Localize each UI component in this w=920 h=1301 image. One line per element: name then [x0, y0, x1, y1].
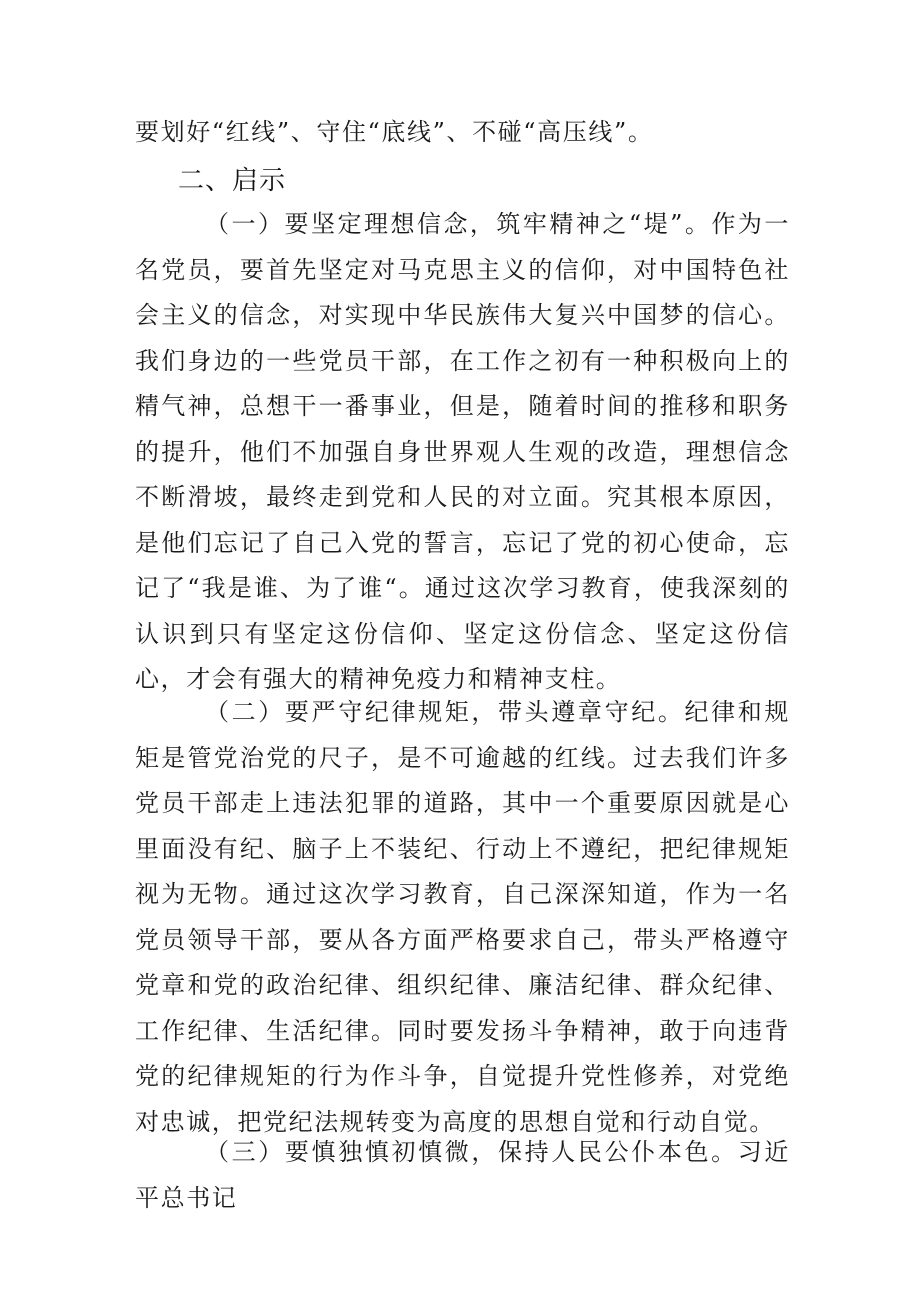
paragraph-intro-tail: 要划好“红线”、守住“底线”、不碰“高压线”。: [135, 118, 654, 146]
paragraph-discipline-and-rules: （二）要严守纪律规矩，带头遵章守纪。纪律和规矩是管党治党的尺子，是不可逾越的红线。过去我们许多党员干部走上违法犯罪的道路，其中一个重要原因就是心里面没有纪、脑子上不装纪、行动上不遵纪，把纪律规矩视为无物。通过这次学习教育，自己深深知道，作为一名党员领导干部，要从各方面严格要求自己，带头严格遵守党章和党的政治纪律、组织纪律、廉洁纪律、群众纪律、工作纪律、生活纪律。同时要发扬斗争精神，敢于向违背党的纪律规矩的行为作斗争，自觉提升党性修养，对党绝对忠诚，把党纪法规转变为高度的思想自觉和行动自觉。: [135, 698, 790, 1136]
paragraph-ideals-and-beliefs: （一）要坚定理想信念，筑牢精神之“堤”。作为一名党员，要首先坚定对马克思主义的信仰，对中国特色社会主义的信念，对实现中华民族伟大复兴中国梦的信心。我们身边的一些党员干部，在工作之初有一种积极向上的精气神，总想干一番事业，但是，随着时间的推移和职务的提升，他们不加强自身世界观人生观的改造，理想信念不断滑坡，最终走到党和人民的对立面。究其根本原因，是他们忘记了自己入党的誓言，忘记了党的初心使命，忘记了“我是谁、为了谁“。通过这次学习教育，使我深刻的认识到只有坚定这份信仰、坚定这份信念、坚定这份信心，才会有强大的精神免疫力和精神支柱。: [135, 210, 790, 693]
section-heading: 二、启示: [178, 166, 287, 196]
paragraph-prudence-and-integrity: （三）要慎独慎初慎微，保持人民公仆本色。习近平总书记: [135, 1138, 790, 1212]
